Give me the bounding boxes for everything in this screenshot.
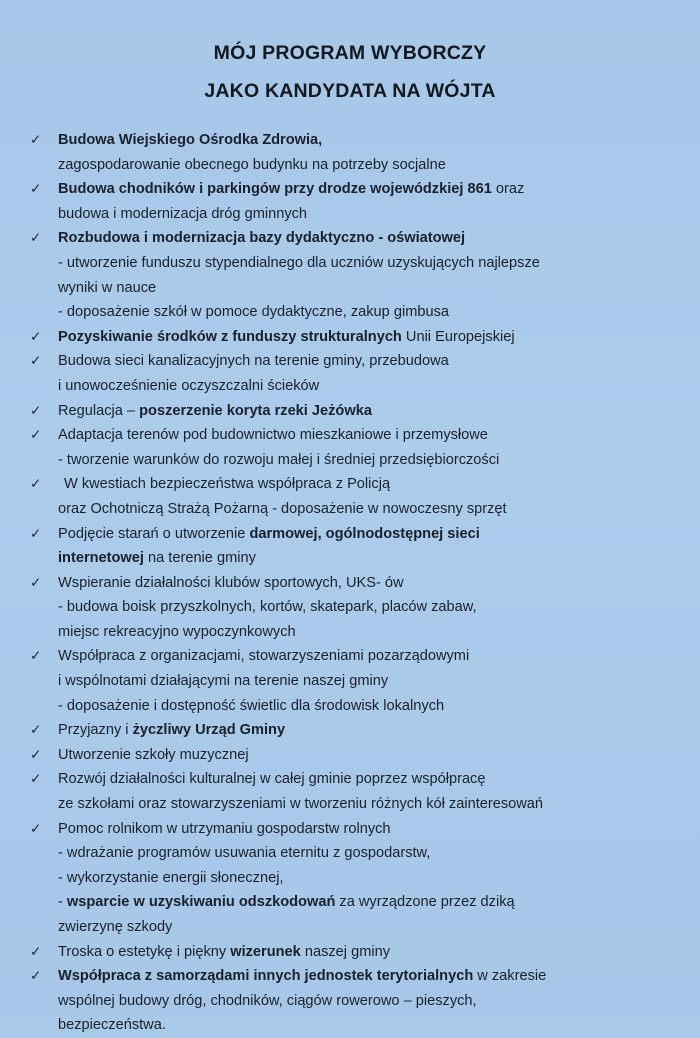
program-list xyxy=(0,128,700,1038)
item-detail-line xyxy=(58,546,686,571)
emphasis-text: Budowa chodników i parkingów przy drodze wojewódzkiej 861 xyxy=(58,181,492,198)
emphasis-text: Pozyskiwanie środków z funduszy strukturalnych xyxy=(58,328,402,345)
item-detail-line xyxy=(58,300,686,325)
body-text: i wspólnotami działającymi na terenie naszej gminy xyxy=(58,673,389,690)
list-item xyxy=(0,325,700,350)
list-item xyxy=(0,644,700,718)
body-text: Troska o estetykę i piękny xyxy=(58,943,231,960)
item-detail-line xyxy=(58,890,686,915)
item-primary-line xyxy=(58,817,686,842)
item-primary-line xyxy=(58,128,686,153)
checkmark-icon: ✓ xyxy=(30,574,42,591)
item-detail-line xyxy=(58,153,686,178)
item-primary-line xyxy=(58,571,686,596)
item-primary-line xyxy=(58,423,686,448)
body-text: - wdrażanie programów usuwania eternitu z gospodarstw, xyxy=(58,845,431,862)
title-line-2: JAKO KANDYDATA NA WÓJTA xyxy=(204,79,496,102)
emphasis-text: życzliwy Urząd Gminy xyxy=(132,722,286,739)
body-text: - doposażenie szkół w pomoce dydaktyczne, zakup gimbusa xyxy=(58,304,449,321)
title-line-1: MÓJ PROGRAM WYBORCZY xyxy=(213,42,487,64)
item-primary-line xyxy=(58,964,686,989)
body-text: W kwestiach bezpieczeństwa współpraca z Policją xyxy=(64,476,391,493)
body-text: Pomoc rolnikom w utrzymaniu gospodarstw rolnych xyxy=(58,820,391,837)
body-text: w zakresie xyxy=(473,968,547,985)
checkmark-icon: ✓ xyxy=(30,968,42,985)
item-primary-line xyxy=(58,940,686,965)
list-item xyxy=(0,718,700,743)
body-text: - utworzenie funduszu stypendialnego dla uczniów uzyskujących najlepsze xyxy=(58,254,540,271)
body-text: Podjęcie starań o utworzenie xyxy=(58,525,250,542)
checkmark-icon: ✓ xyxy=(30,722,42,739)
item-primary-line xyxy=(58,743,686,768)
body-text: Przyjazny i xyxy=(58,722,133,739)
emphasis-text: internetowej xyxy=(58,550,144,567)
checkmark-icon: ✓ xyxy=(30,746,42,763)
list-item xyxy=(0,940,700,965)
body-text: za wyrządzone przez dziką xyxy=(335,894,515,911)
body-text: zwierzynę szkody xyxy=(58,919,173,935)
body-text: zagospodarowanie obecnego budynku na potrzeby socjalne xyxy=(58,156,446,173)
checkmark-icon: ✓ xyxy=(30,230,42,247)
emphasis-text: poszerzenie koryta rzeki Jeżówka xyxy=(139,402,372,419)
list-item xyxy=(0,423,700,472)
item-detail-line xyxy=(58,448,686,473)
item-detail-line xyxy=(58,620,686,645)
checkmark-icon: ✓ xyxy=(30,328,42,345)
item-detail-line xyxy=(58,989,686,1014)
item-primary-line xyxy=(58,399,686,424)
item-primary-line xyxy=(58,177,686,202)
body-text: ze szkołami oraz stowarzyszeniami w tworzeniu różnych kół zainteresowań xyxy=(58,796,544,813)
checkmark-icon: ✓ xyxy=(30,943,42,960)
emphasis-text: wsparcie w uzyskiwaniu odszkodowań xyxy=(66,894,336,911)
list-item xyxy=(0,767,700,816)
body-text: na terenie gminy xyxy=(143,550,256,567)
checkmark-icon: ✓ xyxy=(30,402,42,419)
body-text: wspólnej budowy dróg, chodników, ciągów rowerowo – pieszych, xyxy=(58,992,477,1009)
checkmark-icon: ✓ xyxy=(30,132,42,148)
emphasis-text: Rozbudowa i modernizacja bazy dydaktyczno - oświatowej xyxy=(58,230,466,247)
body-text: - tworzenie warunków do rozwoju małej i średniej przedsiębiorczości xyxy=(58,451,500,468)
list-item xyxy=(0,743,700,768)
item-detail-line xyxy=(58,669,686,694)
item-detail-line xyxy=(58,841,686,866)
body-text: - wykorzystanie energii słonecznej, xyxy=(58,869,284,886)
item-detail-line xyxy=(58,792,686,817)
item-detail-line xyxy=(58,915,686,940)
item-primary-line xyxy=(58,472,686,497)
list-item xyxy=(0,177,700,226)
body-text: Budowa sieci kanalizacyjnych na terenie gminy, przebudowa xyxy=(58,353,449,370)
item-primary-line xyxy=(58,718,686,743)
item-detail-line xyxy=(58,251,686,276)
checkmark-icon: ✓ xyxy=(30,476,42,493)
list-item xyxy=(0,472,700,521)
item-detail-line xyxy=(58,694,686,719)
item-primary-line xyxy=(58,325,686,350)
body-text: Unii Europejskiej xyxy=(401,328,515,345)
body-text: - doposażenie i dostępność świetlic dla środowisk lokalnych xyxy=(58,697,445,714)
body-text: i unowocześnienie oczyszczalni ścieków xyxy=(58,377,320,394)
item-primary-line xyxy=(58,226,686,251)
checkmark-icon: ✓ xyxy=(30,648,42,665)
item-detail-line xyxy=(58,595,686,620)
item-primary-line xyxy=(58,349,686,374)
list-item xyxy=(0,128,700,177)
item-detail-line xyxy=(58,202,686,227)
emphasis-text: Budowa Wiejskiego Ośrodka Zdrowia, xyxy=(58,132,323,148)
body-text: Regulacja – xyxy=(58,402,140,419)
item-detail-line xyxy=(58,374,686,399)
body-text: - budowa boisk przyszkolnych, kortów, skatepark, placów zabaw, xyxy=(58,599,477,616)
body-text: Adaptacja terenów pod budownictwo mieszkaniowe i przemysłowe xyxy=(58,427,488,444)
body-text: wyniki w nauce xyxy=(58,279,157,296)
list-item xyxy=(0,522,700,571)
item-detail-line xyxy=(58,1013,686,1038)
body-text: naszej gminy xyxy=(300,943,391,960)
body-text: bezpieczeństwa. xyxy=(58,1017,166,1034)
item-detail-line xyxy=(58,276,686,301)
body-text: - xyxy=(58,894,67,911)
body-text: Utworzenie szkoły muzycznej xyxy=(58,746,249,763)
list-item xyxy=(0,226,700,324)
checkmark-icon: ✓ xyxy=(30,771,42,788)
body-text: oraz xyxy=(491,181,525,198)
item-detail-line xyxy=(58,866,686,891)
document-title xyxy=(0,0,700,101)
emphasis-text: darmowej, ogólnodostępnej sieci xyxy=(249,525,480,542)
body-text: budowa i modernizacja dróg gminnych xyxy=(58,205,308,222)
body-text: Wspieranie działalności klubów sportowych, UKS- ów xyxy=(58,574,404,591)
list-item xyxy=(0,571,700,645)
list-item xyxy=(0,349,700,398)
item-detail-line xyxy=(58,497,686,522)
checkmark-icon: ✓ xyxy=(30,820,42,837)
body-text: Współpraca z organizacjami, stowarzyszeniami pozarządowymi xyxy=(58,648,470,665)
body-text: Rozwój działalności kulturalnej w całej gminie poprzez współpracę xyxy=(58,771,486,788)
checkmark-icon: ✓ xyxy=(30,427,42,444)
emphasis-text: wizerunek xyxy=(230,943,301,960)
list-item xyxy=(0,399,700,424)
checkmark-icon: ✓ xyxy=(30,181,42,198)
checkmark-icon: ✓ xyxy=(30,525,42,542)
emphasis-text: Współpraca z samorządami innych jednostek terytorialnych xyxy=(58,968,474,985)
list-item xyxy=(0,817,700,940)
checkmark-icon: ✓ xyxy=(30,353,42,370)
item-primary-line xyxy=(58,644,686,669)
body-text: oraz Ochotniczą Strażą Pożarną - doposażenie w nowoczesny sprzęt xyxy=(58,500,507,517)
list-item xyxy=(0,964,700,1038)
body-text: miejsc rekreacyjno wypoczynkowych xyxy=(58,623,296,640)
item-primary-line xyxy=(58,522,686,547)
item-primary-line xyxy=(58,767,686,792)
